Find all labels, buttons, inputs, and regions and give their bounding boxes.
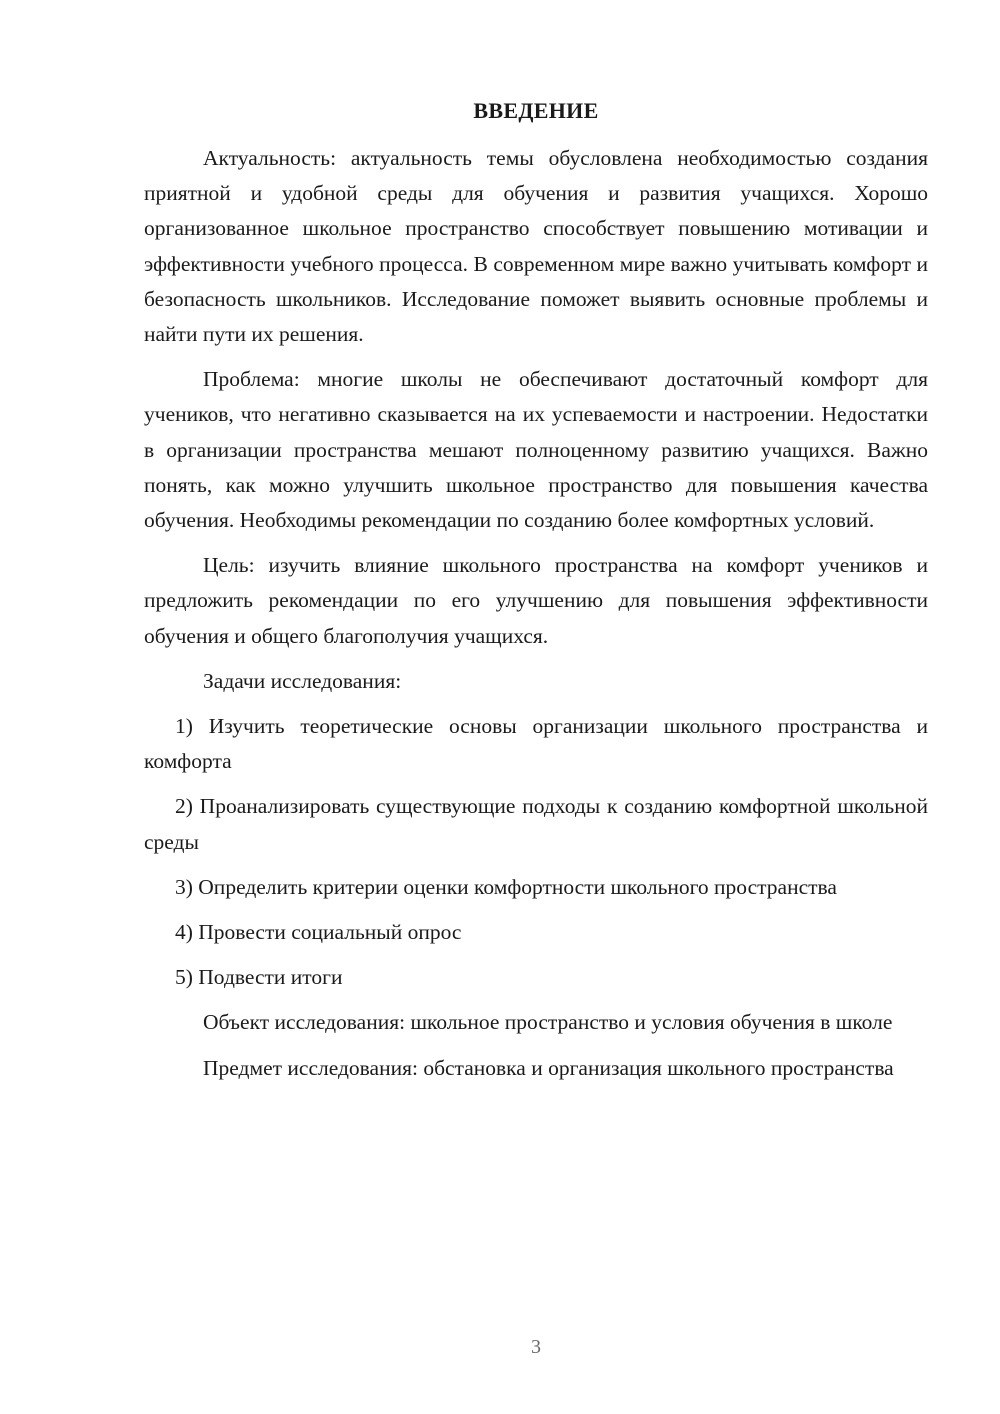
page-title: ВВЕДЕНИЕ [473, 98, 599, 123]
paragraph-problem: Проблема: многие школы не обеспечивают достаточный комфорт для учеников, что негативно сказывается на их успеваемости и настроении. Недостатки в организации пространства мешают полноценному развитию учащихся. Важно понять, как можно улучшить школьное пространство для повышения качества обучения. Необходимы рекомендации по созданию более комфортных условий. [144, 367, 928, 533]
task-item-3: 3) Определить критерии оценки комфортности школьного пространства [175, 874, 837, 899]
paragraph-goal: Цель: изучить влияние школьного пространства на комфорт учеников и предложить рекомендации по его улучшению для повышения эффективности обучения и общего благополучия учащихся. [144, 553, 928, 648]
task-item-5: 5) Подвести итоги [175, 965, 343, 990]
paragraph-subject: Предмет исследования: обстановка и организация школьного пространства [203, 1055, 894, 1080]
document-body [144, 141, 928, 1096]
paragraph-object: Объект исследования: школьное пространство и условия обучения в школе [203, 1010, 893, 1035]
task-item-1: 1) Изучить теоретические основы организации школьного пространства и комфорта [144, 714, 928, 774]
page-number: 3 [531, 1336, 541, 1358]
task-item-4: 4) Провести социальный опрос [175, 920, 462, 945]
task-item-2: 2) Проанализировать существующие подходы к созданию комфортной школьной среды [144, 794, 928, 854]
paragraph-tasks-heading: Задачи исследования: [203, 668, 402, 693]
paragraph-relevance: Актуальность: актуальность темы обусловлена необходимостью создания приятной и удобной среды для обучения и развития учащихся. Хорошо организованное школьное пространство способствует повышению мотивации и эффективности учебного процесса. В современном мире важно учитывать комфорт и безопасность школьников. Исследование поможет выявить основные проблемы и найти пути их решения. [144, 146, 928, 347]
